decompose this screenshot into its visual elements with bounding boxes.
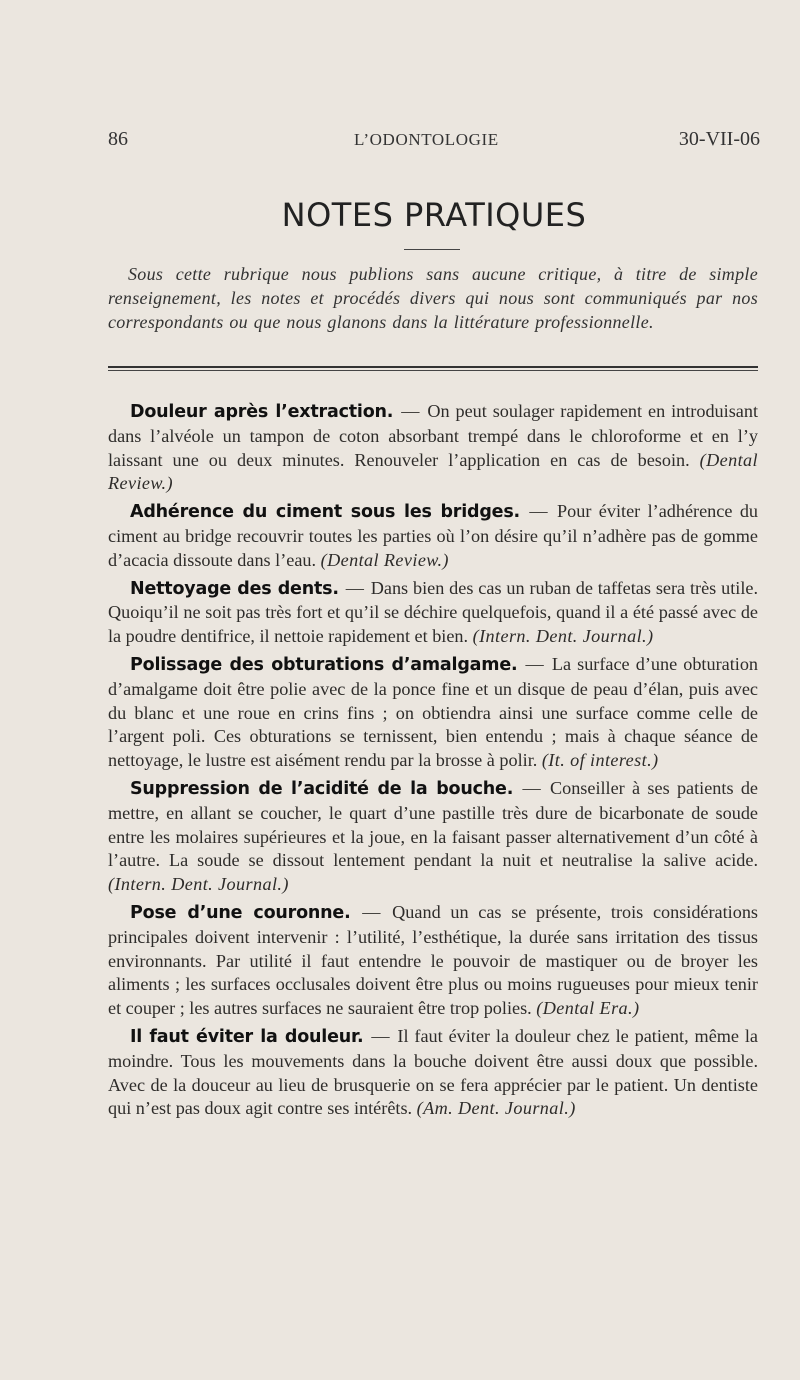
note-source: (Dental Review.) xyxy=(320,549,449,570)
note-text: Pour éviter l’adhérence du ciment au bridge recouvrir toutes les parties où l’on désire qu’il n’adhère pas de gomme d’acacia dissoute dans l’eau. xyxy=(108,501,759,570)
note-heading: Suppression de l’acidité de la bouche. xyxy=(130,778,514,799)
note-heading: Pose d’une couronne. xyxy=(130,902,351,923)
section-title: NOTES PRATIQUES xyxy=(281,196,587,234)
note-source: (Am. Dent. Journal.) xyxy=(416,1098,576,1119)
note-dash: — xyxy=(522,777,541,798)
note-dash: — xyxy=(345,577,364,598)
note-dash: — xyxy=(525,653,544,674)
note-heading: Polissage des obturations d’amalgame. xyxy=(130,654,518,675)
note-text: Dans bien des cas un ruban de taffetas sera très utile. Quoiqu’il ne soit pas très fort et qu’il se déchire quelquefois, quand il a été passé avec de la poudre dentifrice, il nettoie rapidement et bien. xyxy=(108,577,758,647)
notes-list xyxy=(108,400,758,1125)
note-dash: — xyxy=(371,1025,390,1046)
section-divider-thick xyxy=(108,366,758,368)
note-text: Quand un cas se présente, trois considérations principales doivent intervenir : l’utilité, l’esthétique, la durée sans irritation des tissus environnants. Par utilité il faut entendre le pouvoir de mastiquer ou de broyer les aliments ; les surfaces occlusales doivent être plus ou moins rugueuses pour mieux tenir et couper ; les autres surfaces ne sauraient être trop polies. xyxy=(108,901,758,1019)
page-number: 86 xyxy=(108,128,128,150)
note-paragraph xyxy=(108,901,758,1021)
section-divider-thin xyxy=(108,370,758,371)
note-paragraph xyxy=(108,400,758,496)
note-dash: — xyxy=(362,901,381,922)
note-heading: Nettoyage des dents. xyxy=(130,578,339,599)
note-text: La surface d’une obturation d’amalgame doit être polie avec de la ponce fine et un disque de peau d’élan, puis avec du blanc et une roue en crins fins ; on obtiendra ainsi une surface comme celle de l’argent poli. Ces obturations se ternissent, bien entendu ; mais à chaque séance de nettoyage, le lustre est aisément rendu par la brosse à polir. xyxy=(108,653,759,771)
note-text: Il faut éviter la douleur chez le patient, même la moindre. Tous les mouvements dans la bouche doivent être aussi doux que possible. Avec de la douceur au lieu de brusquerie on se fera apprécier par le patient. Un dentiste qui n’est pas doux agit contre ses intérêts. xyxy=(108,1025,759,1119)
section-intro: Sous cette rubrique nous publions sans aucune critique, à titre de simple renseignement, les notes et procédés divers qui nous sont communiqués par nos correspondants ou que nous glanons dans la littérature professionnelle. xyxy=(108,264,758,332)
note-dash: — xyxy=(529,501,548,522)
note-heading: Adhérence du ciment sous les bridges. xyxy=(130,502,520,523)
note-dash: — xyxy=(401,401,420,421)
note-source: (It. of interest.) xyxy=(541,750,659,771)
issue-date: 30-VII-06 xyxy=(678,128,760,150)
note-text: Conseiller à ses patients de mettre, en allant se coucher, le quart d’une pastille très dure de bicarbonate de soude entre les molaires supérieures et la joue, en la faisant passer alternativement d’un côté à l’autre. La soude se dissout lentement pendant la nuit et neutralise la salive acide. xyxy=(108,777,759,871)
note-paragraph xyxy=(108,777,758,897)
note-source: (Intern. Dent. Journal.) xyxy=(108,874,289,895)
note-heading: Douleur après l’extraction. xyxy=(130,402,394,422)
note-paragraph xyxy=(108,653,758,773)
running-header xyxy=(108,128,760,158)
note-source: (Dental Review.) xyxy=(108,449,758,494)
note-paragraph xyxy=(108,500,758,572)
note-paragraph xyxy=(108,577,758,649)
note-source: (Dental Era.) xyxy=(536,998,640,1019)
journal-title: L’ODONTOLOGIE xyxy=(354,130,499,149)
note-paragraph xyxy=(108,1025,758,1121)
title-underline xyxy=(404,249,460,250)
note-text: On peut soulager rapidement en introduisant dans l’alvéole un tampon de coton absorbant trempé dans le chloroforme et en l’y laissant une ou deux minutes. Renouveler l’application en cas de besoin. xyxy=(108,401,758,470)
note-heading: Il faut éviter la douleur. xyxy=(130,1026,364,1047)
note-source: (Intern. Dent. Journal.) xyxy=(472,626,654,647)
